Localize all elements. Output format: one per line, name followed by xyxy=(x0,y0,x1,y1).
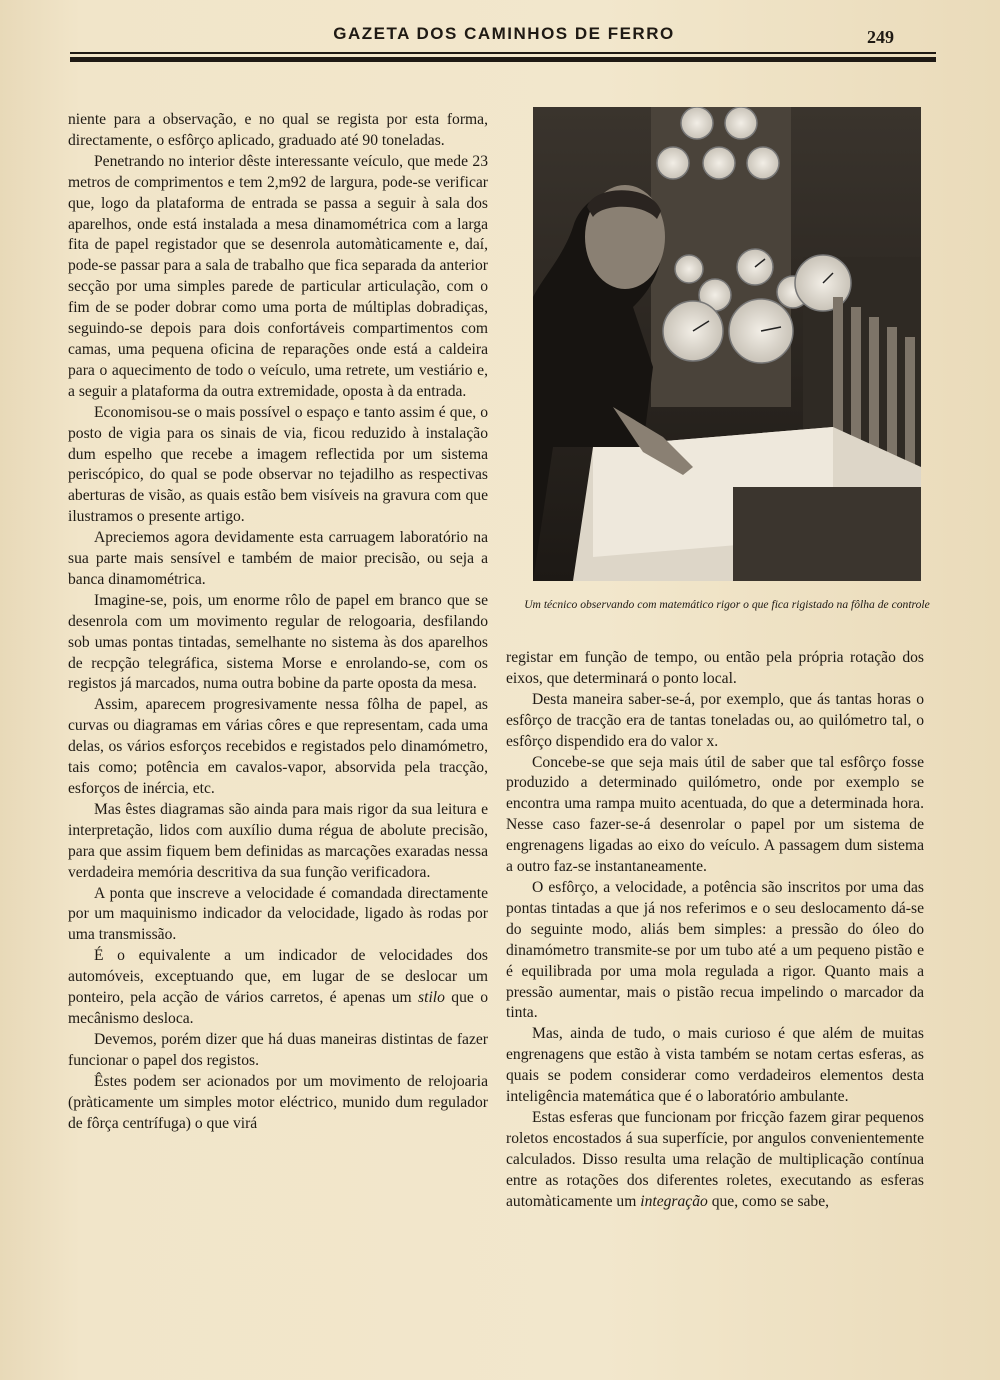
left-column xyxy=(68,110,488,1134)
paragraph: Economisou-se o mais possível o espaço e tanto assim é que, o posto de vigia para os sinais de via, ficou reduzido à instalação dum espelho que recebe a imagem reflectida por um sistema periscópico, do qual se pode observar no tejadilho as respectivas aberturas de visão, as quais estão bem visíveis na gravura com que ilustramos o presente artigo. xyxy=(68,403,488,526)
journal-title: GAZETA DOS CAMINHOS DE FERRO xyxy=(333,24,675,43)
paragraph: O esfôrço, a velocidade, a potência são inscritos por uma das pontas tintadas a que já nos referimos e o seu deslocamento dá-se do seguinte modo, aliás bem simples: a pressão do óleo do dinamómetro transmite-se por um tubo até a um pequeno pistão e é equilibrada por uma mola regulada a rigor. Quanto mais a pressão aumentar, mais o pistão recua impelindo o marcador da tinta. xyxy=(506,878,924,1022)
right-column xyxy=(506,648,924,1212)
text-run: Estas esferas que funcionam por fricção fazem girar pequenos roletos encostados á sua superfície, por angulos convenientemente calculados. Disso resulta uma relação de multiplicação contínua entre as rotações dos diferentes roletes, executando as esferas automàticamente um xyxy=(506,1108,924,1210)
header-rule-thick xyxy=(70,57,936,62)
paragraph: registar em função de tempo, ou então pela própria rotação dos eixos, que determinará o ponto local. xyxy=(506,649,924,687)
paragraph: Penetrando no interior dêste interessante veículo, que mede 23 metros de comprimentos e tem 2,m92 de largura, pode-se verificar que, logo da plataforma de entrada se passa a seguir à sala dos aparelhos, onde está instalada a mesa dinamométrica com a larga fita de papel registador que se desenrola automàticamente e, daí, pode-se passar para a sala de trabalho que fica separada da anterior secção por uma simples parede de particular articulação, com o fim de se poder dobrar como uma porta de múltiplas dobradiças, seguindo-se depois para dois confortáveis compartimentos com camas, uma pequena oficina de reparações onde está a caldeira para o aquecimento de todo o veículo, uma retrete, um vestiário e, a seguir a plataforma da outra extremidade, oposta à da entrada. xyxy=(68,152,488,400)
header-rule-thin xyxy=(70,52,936,54)
paragraph: Mas êstes diagramas são ainda para mais rigor da sua leitura e interpretação, lidos com auxílio duma régua de abolute precisão, para que assim fiquem bem definidas as marcações exaradas nessa verdadeira memória descritiva da sua função verificadora. xyxy=(68,800,488,881)
paragraph: A ponta que inscreve a velocidade é comandada directamente por um maquinismo indicador da velocidade, ligado às rodas por uma transmissão. xyxy=(68,884,488,944)
text-run: que o mecânismo desloca. xyxy=(68,989,488,1027)
running-header xyxy=(70,20,938,50)
paragraph: Desta maneira saber-se-á, por exemplo, que ás tantas horas o esfôrço de tracção era de tantas toneladas ou, ao quilómetro tal, o esfôrço dispendido era do valor x. xyxy=(506,690,924,750)
page-number: 249 xyxy=(867,27,894,47)
photo-caption: Um técnico observando com matemático rigor o que fica rigistado na fôlha de controle xyxy=(524,598,930,611)
paragraph: Mas, ainda de tudo, o mais curioso é que além de muitas engrenagens que estão à vista também se notam certas esferas, as quais se podem considerar como verdadeiros elementos desta inteligência matemática que é o laboratório ambulante. xyxy=(506,1025,924,1106)
text-run: É o equivalente a um indicador de velocidades dos automóveis, exceptuando que, em lugar de se deslocar um ponteiro, pela acção de vários carretos, é apenas um xyxy=(68,947,488,1007)
paragraph: Apreciemos agora devidamente esta carruagem laboratório na sua parte mais sensível e também de maior precisão, ou seja a banca dinamométrica. xyxy=(68,529,488,588)
paragraph: Concebe-se que seja mais útil de saber que tal esfôrço fosse produzido a determinado quilómetro, onde por exemplo se encontra uma rampa muito acentuada, do que a determinada hora. Nesse caso fazer-se-á desenrolar o papel por um sistema de engrenagens ligadas ao eixo do veículo. A passagem dum sistema a outro faz-se instantaneamente. xyxy=(506,753,924,876)
emphasis: integração xyxy=(640,1192,708,1210)
emphasis: stilo xyxy=(418,989,445,1007)
photo-technician-dynamometer xyxy=(533,107,921,581)
paragraph: Imagine-se, pois, um enorme rôlo de papel em branco que se desenrola com um movimento regular de relogoaria, desfilando sob umas pontas tintadas, semelhante no sistema às dos aparelhos de recpção telegráfica, sistema Morse e enrolando-se, com os registos já marcados, numa outra bobine da parte oposta da mesa. xyxy=(68,591,488,693)
photo-illustration xyxy=(533,107,921,581)
paragraph: niente para a observação, e no qual se regista por esta forma, directamente, o esfôrço aplicado, graduado até 90 toneladas. xyxy=(68,111,488,149)
paragraph: Devemos, porém dizer que há duas maneiras distintas de fazer funcionar o papel dos registos. xyxy=(68,1030,488,1069)
paragraph xyxy=(506,1108,924,1213)
text-run: que, como se sabe, xyxy=(707,1192,830,1210)
paragraph: Assim, aparecem progresivamente nessa fôlha de papel, as curvas ou diagramas em várias côres e que representam, cada uma delas, os vários esforços recebidos e registados pelo dinamómetro, tais como; potência em cavalos-vapor, absorvida pela tracção, esforços de inércia, etc. xyxy=(68,696,488,797)
paragraph: Êstes podem ser acionados por um movimento de relojoaria (pràticamente um simples motor eléctrico, munido dum regulador de fôrça centrífuga) o que virá xyxy=(68,1072,488,1132)
paragraph xyxy=(68,946,488,1030)
